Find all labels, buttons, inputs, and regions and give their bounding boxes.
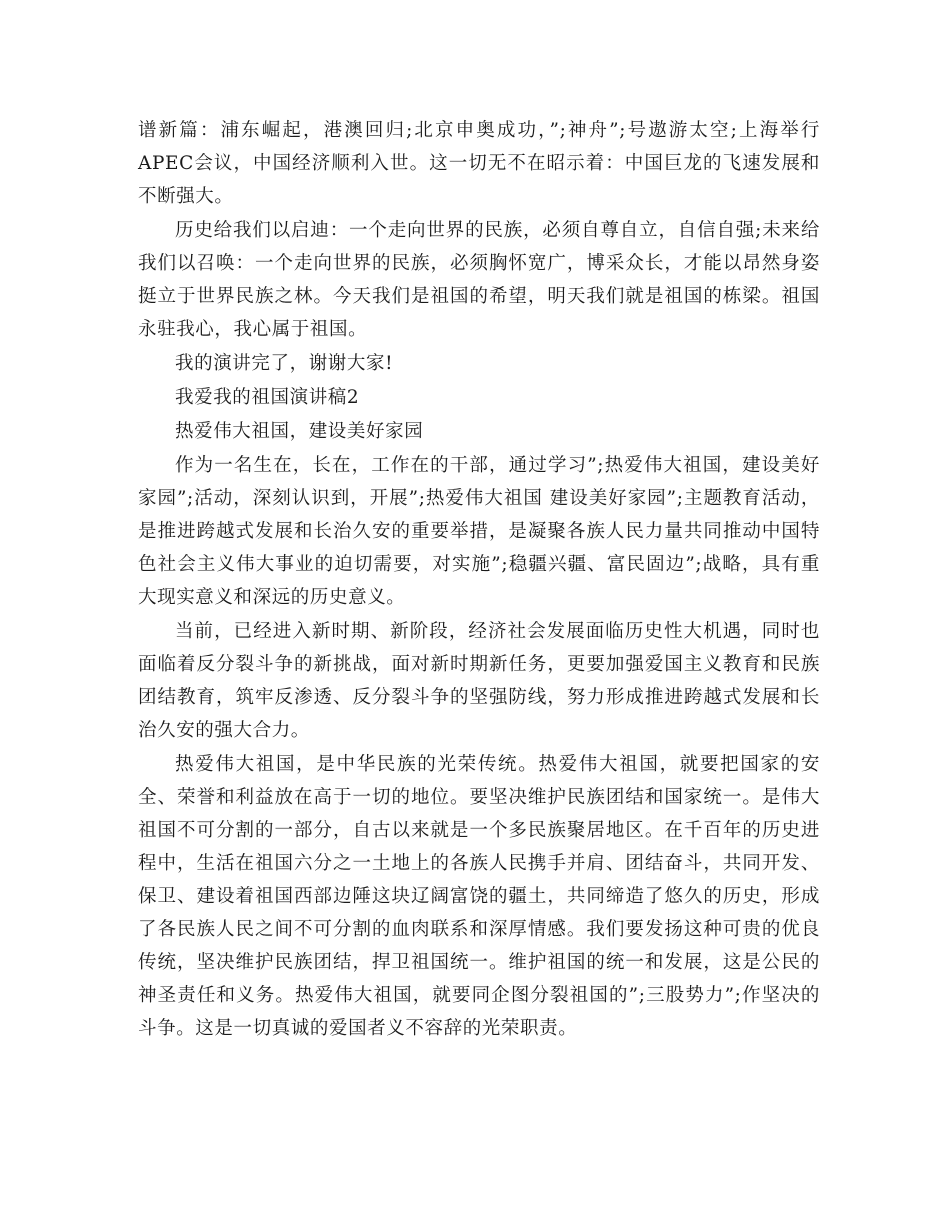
paragraph-8: 热爱伟大祖国，是中华民族的光荣传统。热爱伟大祖国，就要把国家的安全、荣誉和利益放在高于一切的地位。要坚决维护民族团结和国家统一。是伟大祖国不可分割的一部分，自古以来就是一个多民族聚居地区。在千百年的历史进程中，生活在祖国六分之一土地上的各族人民携手并肩、团结奋斗，共同开发、保卫、建设着祖国西部边陲这块辽阔富饶的疆土，共同缔造了悠久的历史，形成了各民族人民之间不可分割的血肉联系和深厚情感。我们要发扬这种可贵的优良传统，坚决维护民族团结，捍卫祖国统一。维护祖国的统一和发展，这是公民的神圣责任和义务。热爱伟大祖国，就要同企图分裂祖国的”;三股势力”;作坚决的斗争。这是一切真诚的爱国者义不容辞的光荣职责。 xyxy=(138,754,820,1039)
paragraph-1: 谱新篇：浦东崛起，港澳回归;北京申奥成功，”;神舟”;号遨游太空;上海举行APEC会议，中国经济顺利入世。这一切无不在昭示着：中国巨龙的飞速发展和不断强大。 xyxy=(138,120,820,207)
document-body xyxy=(138,114,820,1046)
paragraph-2: 历史给我们以启迪：一个走向世界的民族，必须自尊自立，自信自强;未来给我们以召唤：一个走向世界的民族，必须胸怀宽广，博采众长，才能以昂然身姿挺立于世界民族之林。今天我们是祖国的希望，明天我们就是祖国的栋梁。祖国永驻我心，我心属于祖国。 xyxy=(138,220,820,340)
section-subheading: 热爱伟大祖国，建设美好家园 xyxy=(175,421,424,442)
paragraph-7: 当前，已经进入新时期、新阶段，经济社会发展面临历史性大机遇，同时也面临着反分裂斗争的新挑战，面对新时期新任务，更要加强爱国主义教育和民族团结教育，筑牢反渗透、反分裂斗争的坚强防线，努力形成推进跨越式发展和长治久安的强大合力。 xyxy=(138,621,820,741)
section-heading: 我爱我的祖国演讲稿2 xyxy=(175,387,360,408)
paragraph-6: 作为一名生在，长在，工作在的干部，通过学习”;热爱伟大祖国，建设美好家园”;活动，深刻认识到，开展”;热爱伟大祖国 建设美好家园”;主题教育活动，是推进跨越式发展和长治久安的重要举措，是凝聚各族人民力量共同推动中国特色社会主义伟大事业的迫切需要，对实施”;稳疆兴疆、富民固边”;战略，具有重大现实意义和深远的历史意义。 xyxy=(138,455,820,608)
paragraph-3: 我的演讲完了，谢谢大家! xyxy=(175,353,394,374)
